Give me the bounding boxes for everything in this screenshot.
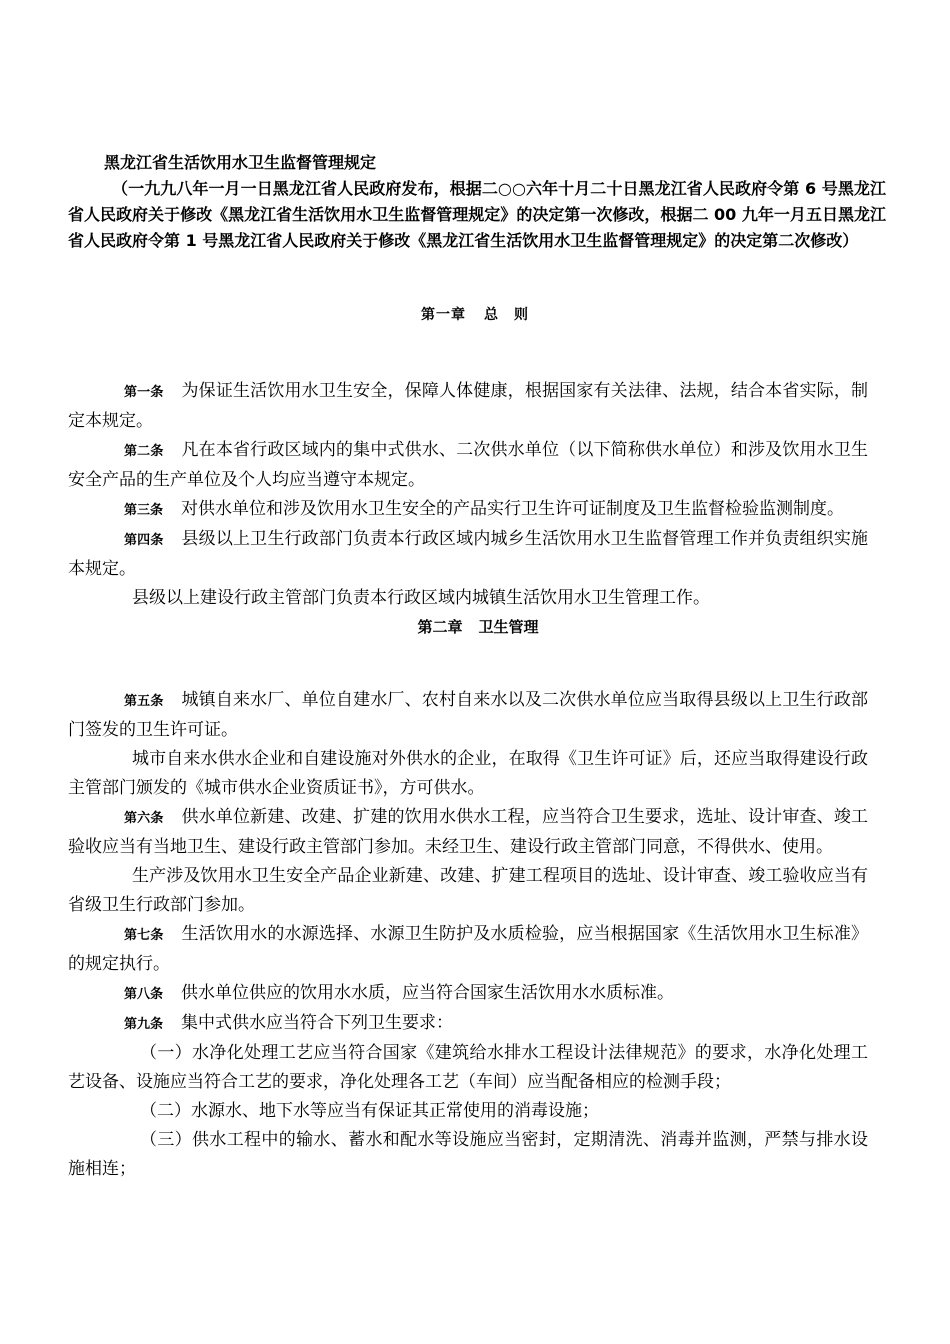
article-text: 生活饮用水的水源选择、水源卫生防护及水质检验，应当根据国家《生活饮用水卫生标准》的规定执行。 (68, 924, 868, 974)
article-5-paragraph-2: 城市自来水供水企业和自建设施对外供水的企业，在取得《卫生许可证》后，还应当取得建设行政主管部门颁发的《城市供水企业资质证书》，方可供水。 (68, 749, 868, 798)
article-text: 集中式供水应当符合下列卫生要求： (181, 1013, 454, 1033)
article-2 (68, 436, 868, 495)
article-text: 凡在本省行政区域内的集中式供水、二次供水单位（以下简称供水单位）和涉及饮用水卫生安全产品的生产单位及个人均应当遵守本规定。 (68, 440, 868, 490)
document-body (68, 377, 868, 1184)
chapter-number: 第一章 (421, 307, 466, 323)
article-label: 第六条 (124, 811, 164, 826)
article-label: 第七条 (124, 928, 164, 943)
article-1 (68, 377, 868, 436)
article-label: 第四条 (124, 533, 164, 548)
article-label: 第八条 (124, 987, 164, 1002)
article-label: 第五条 (124, 694, 164, 709)
document-title: 黑龙江省生活饮用水卫生监督管理规定 (104, 153, 377, 172)
chapter-name: 总 则 (484, 307, 529, 323)
chapter-name: 卫生管理 (478, 618, 539, 636)
article-text: 供水单位新建、改建、扩建的饮用水供水工程，应当符合卫生要求，选址、设计审查、竣工验收应当有当地卫生、建设行政主管部门参加。未经卫生、建设行政主管部门同意，不得供水、使用。 (68, 807, 868, 857)
article-text: 县级以上卫生行政部门负责本行政区域内城乡生活饮用水卫生监督管理工作并负责组织实施本规定。 (68, 529, 868, 579)
article-text: 对供水单位和涉及饮用水卫生安全的产品实行卫生许可证制度及卫生监督检验监测制度。 (181, 499, 845, 519)
article-3 (68, 495, 868, 525)
article-9-item-2: （二）水源水、地下水等应当有保证其正常使用的消毒设施； (140, 1101, 599, 1121)
article-7 (68, 920, 868, 979)
article-4 (68, 525, 868, 584)
document-subtitle: （一九九八年一月一日黑龙江省人民政府发布，根据二○○六年十月二十日黑龙江省人民政府令第 6 号黑龙江省人民政府关于修改《黑龙江省生活饮用水卫生监督管理规定》的决定第一次修改，根据二 00 九年一月五日黑龙江省人民政府令第 1 号黑龙江省人民政府关于修改《黑龙江省生活饮用水卫生监督管理规定》的决定第二次修改） (68, 179, 886, 250)
article-8 (68, 979, 868, 1009)
article-9-item-3: （三）供水工程中的输水、蓄水和配水等设施应当密封，定期清洗、消毒并监测，严禁与排水设施相连； (68, 1130, 868, 1179)
article-9 (68, 1009, 868, 1039)
article-label: 第九条 (124, 1017, 164, 1032)
article-5 (68, 686, 868, 745)
article-9-item-1: （一）水净化处理工艺应当符合国家《建筑给水排水工程设计法律规范》的要求，水净化处理工艺设备、设施应当符合工艺的要求，净化处理各工艺（车间）应当配备相应的检测手段； (68, 1043, 868, 1092)
article-label: 第一条 (124, 385, 164, 400)
chapter-heading-1 (0, 304, 950, 324)
document-header (68, 150, 886, 254)
article-text: 为保证生活饮用水卫生安全，保障人体健康，根据国家有关法律、法规，结合本省实际，制定本规定。 (68, 381, 868, 431)
chapter-number: 第二章 (417, 618, 463, 636)
article-text: 供水单位供应的饮用水水质，应当符合国家生活饮用水水质标准。 (181, 983, 675, 1003)
article-6 (68, 803, 868, 862)
article-4-paragraph-2: 县级以上建设行政主管部门负责本行政区域内城镇生活饮用水卫生管理工作。 (132, 588, 710, 608)
article-6-paragraph-2: 生产涉及饮用水卫生安全产品企业新建、改建、扩建工程项目的选址、设计审查、竣工验收应当有省级卫生行政部门参加。 (68, 866, 868, 915)
article-label: 第三条 (124, 503, 164, 518)
chapter-heading-2 (68, 613, 868, 642)
article-label: 第二条 (124, 444, 164, 459)
article-text: 城镇自来水厂、单位自建水厂、农村自来水以及二次供水单位应当取得县级以上卫生行政部门签发的卫生许可证。 (68, 690, 868, 740)
